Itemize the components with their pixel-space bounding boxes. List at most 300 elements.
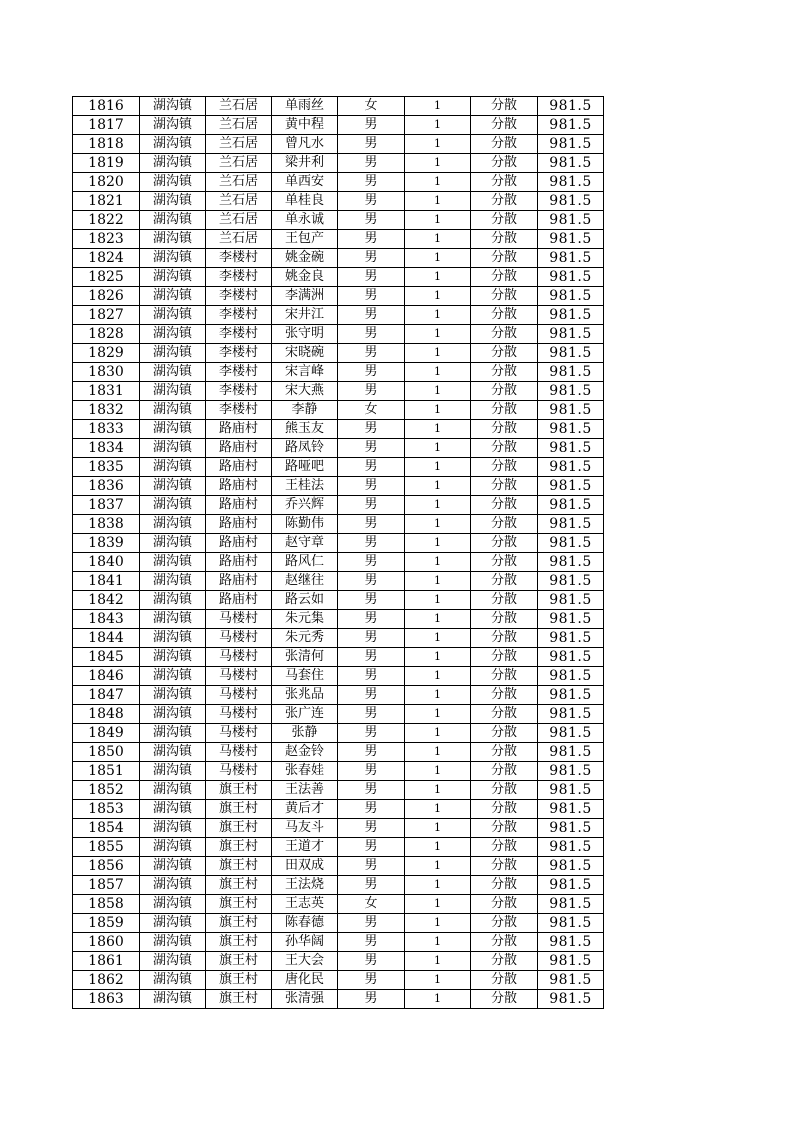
cell-name: 单永诚	[272, 211, 338, 230]
cell-village: 路庙村	[206, 496, 272, 515]
cell-name: 张春娃	[272, 762, 338, 781]
table-row	[73, 610, 604, 629]
cell-id: 1856	[73, 857, 140, 876]
table-row	[73, 876, 604, 895]
cell-count: 1	[405, 496, 471, 515]
cell-type: 分散	[471, 705, 538, 724]
cell-amount: 981.5	[538, 306, 604, 325]
cell-id: 1858	[73, 895, 140, 914]
cell-type: 分散	[471, 534, 538, 553]
cell-type: 分散	[471, 382, 538, 401]
cell-village: 马楼村	[206, 743, 272, 762]
cell-gender: 男	[338, 230, 405, 249]
cell-gender: 男	[338, 990, 405, 1009]
table-row	[73, 439, 604, 458]
cell-amount: 981.5	[538, 914, 604, 933]
cell-type: 分散	[471, 458, 538, 477]
cell-id: 1829	[73, 344, 140, 363]
cell-town: 湖沟镇	[140, 876, 206, 895]
cell-type: 分散	[471, 781, 538, 800]
table-row	[73, 971, 604, 990]
cell-village: 路庙村	[206, 420, 272, 439]
cell-type: 分散	[471, 819, 538, 838]
cell-village: 路庙村	[206, 534, 272, 553]
table-row	[73, 686, 604, 705]
cell-amount: 981.5	[538, 249, 604, 268]
cell-town: 湖沟镇	[140, 591, 206, 610]
table-row	[73, 990, 604, 1009]
cell-town: 湖沟镇	[140, 230, 206, 249]
cell-type: 分散	[471, 344, 538, 363]
cell-amount: 981.5	[538, 686, 604, 705]
cell-gender: 男	[338, 173, 405, 192]
cell-count: 1	[405, 458, 471, 477]
table-row	[73, 743, 604, 762]
cell-village: 旗王村	[206, 876, 272, 895]
cell-town: 湖沟镇	[140, 819, 206, 838]
cell-gender: 男	[338, 268, 405, 287]
table-row	[73, 819, 604, 838]
cell-type: 分散	[471, 686, 538, 705]
cell-village: 兰石居	[206, 135, 272, 154]
cell-town: 湖沟镇	[140, 743, 206, 762]
cell-amount: 981.5	[538, 192, 604, 211]
cell-id: 1832	[73, 401, 140, 420]
cell-name: 陈春德	[272, 914, 338, 933]
cell-name: 王法善	[272, 781, 338, 800]
cell-count: 1	[405, 591, 471, 610]
cell-gender: 男	[338, 610, 405, 629]
cell-name: 路云如	[272, 591, 338, 610]
cell-id: 1827	[73, 306, 140, 325]
cell-id: 1838	[73, 515, 140, 534]
cell-name: 张广连	[272, 705, 338, 724]
cell-town: 湖沟镇	[140, 686, 206, 705]
cell-village: 兰石居	[206, 154, 272, 173]
cell-id: 1817	[73, 116, 140, 135]
cell-type: 分散	[471, 952, 538, 971]
cell-amount: 981.5	[538, 743, 604, 762]
cell-name: 赵继往	[272, 572, 338, 591]
cell-village: 李楼村	[206, 382, 272, 401]
cell-name: 王法烧	[272, 876, 338, 895]
cell-count: 1	[405, 344, 471, 363]
cell-amount: 981.5	[538, 173, 604, 192]
cell-village: 马楼村	[206, 762, 272, 781]
cell-village: 李楼村	[206, 363, 272, 382]
table-row	[73, 97, 604, 116]
cell-gender: 男	[338, 762, 405, 781]
table-row	[73, 268, 604, 287]
cell-type: 分散	[471, 990, 538, 1009]
cell-town: 湖沟镇	[140, 211, 206, 230]
cell-count: 1	[405, 667, 471, 686]
cell-gender: 男	[338, 591, 405, 610]
table-row	[73, 705, 604, 724]
table-row	[73, 401, 604, 420]
cell-amount: 981.5	[538, 97, 604, 116]
cell-town: 湖沟镇	[140, 895, 206, 914]
cell-id: 1820	[73, 173, 140, 192]
cell-amount: 981.5	[538, 135, 604, 154]
cell-name: 宋井江	[272, 306, 338, 325]
cell-count: 1	[405, 952, 471, 971]
cell-gender: 男	[338, 477, 405, 496]
cell-id: 1845	[73, 648, 140, 667]
table-row	[73, 515, 604, 534]
table-row	[73, 116, 604, 135]
cell-village: 路庙村	[206, 439, 272, 458]
cell-town: 湖沟镇	[140, 629, 206, 648]
cell-name: 乔兴辉	[272, 496, 338, 515]
cell-type: 分散	[471, 135, 538, 154]
cell-count: 1	[405, 97, 471, 116]
cell-count: 1	[405, 553, 471, 572]
table-row	[73, 838, 604, 857]
cell-name: 王包产	[272, 230, 338, 249]
cell-id: 1842	[73, 591, 140, 610]
cell-id: 1859	[73, 914, 140, 933]
cell-gender: 男	[338, 116, 405, 135]
cell-gender: 男	[338, 781, 405, 800]
cell-name: 赵守章	[272, 534, 338, 553]
cell-type: 分散	[471, 629, 538, 648]
cell-village: 李楼村	[206, 268, 272, 287]
cell-town: 湖沟镇	[140, 667, 206, 686]
cell-count: 1	[405, 439, 471, 458]
cell-type: 分散	[471, 743, 538, 762]
cell-name: 梁井利	[272, 154, 338, 173]
cell-village: 旗王村	[206, 933, 272, 952]
cell-count: 1	[405, 800, 471, 819]
cell-type: 分散	[471, 762, 538, 781]
cell-id: 1852	[73, 781, 140, 800]
cell-gender: 男	[338, 914, 405, 933]
cell-id: 1848	[73, 705, 140, 724]
cell-name: 黄中程	[272, 116, 338, 135]
cell-village: 马楼村	[206, 610, 272, 629]
cell-type: 分散	[471, 857, 538, 876]
cell-village: 路庙村	[206, 515, 272, 534]
cell-type: 分散	[471, 211, 538, 230]
cell-town: 湖沟镇	[140, 648, 206, 667]
cell-village: 路庙村	[206, 458, 272, 477]
cell-name: 路凤铃	[272, 439, 338, 458]
cell-town: 湖沟镇	[140, 800, 206, 819]
cell-count: 1	[405, 420, 471, 439]
cell-gender: 男	[338, 458, 405, 477]
cell-town: 湖沟镇	[140, 458, 206, 477]
cell-village: 路庙村	[206, 572, 272, 591]
cell-name: 张清何	[272, 648, 338, 667]
cell-village: 旗王村	[206, 990, 272, 1009]
cell-gender: 男	[338, 154, 405, 173]
cell-count: 1	[405, 838, 471, 857]
cell-gender: 男	[338, 496, 405, 515]
cell-id: 1863	[73, 990, 140, 1009]
cell-gender: 男	[338, 572, 405, 591]
cell-name: 唐化民	[272, 971, 338, 990]
cell-count: 1	[405, 192, 471, 211]
table-row	[73, 895, 604, 914]
table-row	[73, 667, 604, 686]
cell-village: 旗王村	[206, 800, 272, 819]
cell-amount: 981.5	[538, 439, 604, 458]
table-row	[73, 933, 604, 952]
cell-count: 1	[405, 477, 471, 496]
cell-name: 王道才	[272, 838, 338, 857]
cell-name: 马友斗	[272, 819, 338, 838]
cell-town: 湖沟镇	[140, 97, 206, 116]
cell-count: 1	[405, 629, 471, 648]
cell-count: 1	[405, 648, 471, 667]
cell-town: 湖沟镇	[140, 781, 206, 800]
cell-amount: 981.5	[538, 572, 604, 591]
cell-amount: 981.5	[538, 857, 604, 876]
cell-name: 张兆品	[272, 686, 338, 705]
cell-count: 1	[405, 914, 471, 933]
cell-id: 1835	[73, 458, 140, 477]
cell-town: 湖沟镇	[140, 705, 206, 724]
cell-name: 朱元秀	[272, 629, 338, 648]
table-row	[73, 496, 604, 515]
cell-count: 1	[405, 211, 471, 230]
cell-gender: 男	[338, 952, 405, 971]
cell-amount: 981.5	[538, 477, 604, 496]
cell-type: 分散	[471, 192, 538, 211]
cell-amount: 981.5	[538, 268, 604, 287]
cell-gender: 女	[338, 401, 405, 420]
cell-amount: 981.5	[538, 819, 604, 838]
cell-village: 旗王村	[206, 838, 272, 857]
table-row	[73, 249, 604, 268]
cell-id: 1823	[73, 230, 140, 249]
cell-amount: 981.5	[538, 458, 604, 477]
cell-gender: 男	[338, 857, 405, 876]
cell-village: 兰石居	[206, 173, 272, 192]
cell-town: 湖沟镇	[140, 610, 206, 629]
cell-id: 1847	[73, 686, 140, 705]
cell-village: 李楼村	[206, 306, 272, 325]
cell-type: 分散	[471, 97, 538, 116]
cell-type: 分散	[471, 667, 538, 686]
cell-id: 1854	[73, 819, 140, 838]
cell-gender: 男	[338, 876, 405, 895]
cell-type: 分散	[471, 838, 538, 857]
cell-amount: 981.5	[538, 990, 604, 1009]
cell-town: 湖沟镇	[140, 477, 206, 496]
cell-gender: 男	[338, 667, 405, 686]
cell-gender: 男	[338, 192, 405, 211]
cell-gender: 男	[338, 686, 405, 705]
cell-count: 1	[405, 116, 471, 135]
cell-count: 1	[405, 781, 471, 800]
table-row	[73, 857, 604, 876]
cell-count: 1	[405, 610, 471, 629]
cell-gender: 男	[338, 743, 405, 762]
cell-id: 1844	[73, 629, 140, 648]
cell-type: 分散	[471, 154, 538, 173]
cell-town: 湖沟镇	[140, 401, 206, 420]
cell-amount: 981.5	[538, 667, 604, 686]
cell-name: 张守明	[272, 325, 338, 344]
cell-village: 马楼村	[206, 648, 272, 667]
cell-name: 宋大燕	[272, 382, 338, 401]
table-row	[73, 154, 604, 173]
cell-name: 宋晓碗	[272, 344, 338, 363]
cell-town: 湖沟镇	[140, 933, 206, 952]
cell-id: 1851	[73, 762, 140, 781]
cell-id: 1839	[73, 534, 140, 553]
cell-town: 湖沟镇	[140, 515, 206, 534]
cell-gender: 男	[338, 971, 405, 990]
cell-amount: 981.5	[538, 781, 604, 800]
cell-village: 旗王村	[206, 971, 272, 990]
table-row	[73, 724, 604, 743]
cell-id: 1821	[73, 192, 140, 211]
cell-town: 湖沟镇	[140, 344, 206, 363]
cell-gender: 男	[338, 249, 405, 268]
cell-gender: 男	[338, 515, 405, 534]
cell-gender: 男	[338, 648, 405, 667]
cell-id: 1836	[73, 477, 140, 496]
cell-id: 1861	[73, 952, 140, 971]
table-row	[73, 762, 604, 781]
cell-gender: 男	[338, 439, 405, 458]
cell-gender: 男	[338, 420, 405, 439]
cell-type: 分散	[471, 914, 538, 933]
cell-name: 王桂法	[272, 477, 338, 496]
cell-gender: 男	[338, 838, 405, 857]
cell-count: 1	[405, 705, 471, 724]
cell-type: 分散	[471, 971, 538, 990]
cell-amount: 981.5	[538, 230, 604, 249]
cell-amount: 981.5	[538, 705, 604, 724]
cell-count: 1	[405, 990, 471, 1009]
cell-type: 分散	[471, 515, 538, 534]
cell-name: 黄后才	[272, 800, 338, 819]
cell-town: 湖沟镇	[140, 325, 206, 344]
cell-id: 1860	[73, 933, 140, 952]
cell-type: 分散	[471, 306, 538, 325]
cell-town: 湖沟镇	[140, 135, 206, 154]
cell-type: 分散	[471, 648, 538, 667]
cell-town: 湖沟镇	[140, 724, 206, 743]
cell-amount: 981.5	[538, 724, 604, 743]
cell-gender: 男	[338, 211, 405, 230]
cell-name: 马套住	[272, 667, 338, 686]
cell-count: 1	[405, 325, 471, 344]
cell-village: 路庙村	[206, 553, 272, 572]
cell-type: 分散	[471, 800, 538, 819]
cell-type: 分散	[471, 116, 538, 135]
cell-count: 1	[405, 382, 471, 401]
cell-count: 1	[405, 135, 471, 154]
cell-village: 马楼村	[206, 629, 272, 648]
cell-village: 旗王村	[206, 857, 272, 876]
cell-type: 分散	[471, 439, 538, 458]
table-row	[73, 591, 604, 610]
table-row	[73, 192, 604, 211]
cell-amount: 981.5	[538, 287, 604, 306]
data-table	[72, 96, 604, 1009]
cell-gender: 男	[338, 344, 405, 363]
cell-type: 分散	[471, 230, 538, 249]
cell-town: 湖沟镇	[140, 838, 206, 857]
cell-id: 1857	[73, 876, 140, 895]
cell-amount: 981.5	[538, 382, 604, 401]
table-row	[73, 344, 604, 363]
table-row	[73, 287, 604, 306]
cell-town: 湖沟镇	[140, 990, 206, 1009]
cell-gender: 男	[338, 553, 405, 572]
cell-type: 分散	[471, 553, 538, 572]
cell-type: 分散	[471, 287, 538, 306]
cell-id: 1825	[73, 268, 140, 287]
cell-gender: 男	[338, 306, 405, 325]
table-row	[73, 420, 604, 439]
table-row	[73, 135, 604, 154]
cell-type: 分散	[471, 572, 538, 591]
table-row	[73, 629, 604, 648]
table-row	[73, 230, 604, 249]
cell-count: 1	[405, 268, 471, 287]
cell-id: 1843	[73, 610, 140, 629]
cell-amount: 981.5	[538, 496, 604, 515]
table-row	[73, 553, 604, 572]
cell-name: 宋言峰	[272, 363, 338, 382]
cell-village: 路庙村	[206, 477, 272, 496]
table-row	[73, 211, 604, 230]
cell-town: 湖沟镇	[140, 382, 206, 401]
cell-count: 1	[405, 572, 471, 591]
cell-town: 湖沟镇	[140, 534, 206, 553]
cell-village: 兰石居	[206, 116, 272, 135]
cell-amount: 981.5	[538, 154, 604, 173]
table-row	[73, 914, 604, 933]
cell-name: 熊玉友	[272, 420, 338, 439]
table-row	[73, 173, 604, 192]
cell-name: 路哑吧	[272, 458, 338, 477]
cell-id: 1841	[73, 572, 140, 591]
cell-amount: 981.5	[538, 401, 604, 420]
cell-name: 张静	[272, 724, 338, 743]
cell-town: 湖沟镇	[140, 173, 206, 192]
cell-count: 1	[405, 306, 471, 325]
cell-name: 朱元集	[272, 610, 338, 629]
table-row	[73, 363, 604, 382]
table-row	[73, 781, 604, 800]
cell-amount: 981.5	[538, 420, 604, 439]
cell-name: 姚金良	[272, 268, 338, 287]
cell-village: 马楼村	[206, 705, 272, 724]
cell-gender: 男	[338, 724, 405, 743]
cell-name: 张清强	[272, 990, 338, 1009]
cell-town: 湖沟镇	[140, 439, 206, 458]
cell-type: 分散	[471, 610, 538, 629]
table-row	[73, 952, 604, 971]
cell-count: 1	[405, 534, 471, 553]
cell-village: 李楼村	[206, 344, 272, 363]
cell-id: 1840	[73, 553, 140, 572]
cell-type: 分散	[471, 268, 538, 287]
cell-village: 李楼村	[206, 287, 272, 306]
cell-village: 旗王村	[206, 819, 272, 838]
cell-type: 分散	[471, 496, 538, 515]
cell-name: 田双成	[272, 857, 338, 876]
table-row	[73, 477, 604, 496]
cell-amount: 981.5	[538, 610, 604, 629]
